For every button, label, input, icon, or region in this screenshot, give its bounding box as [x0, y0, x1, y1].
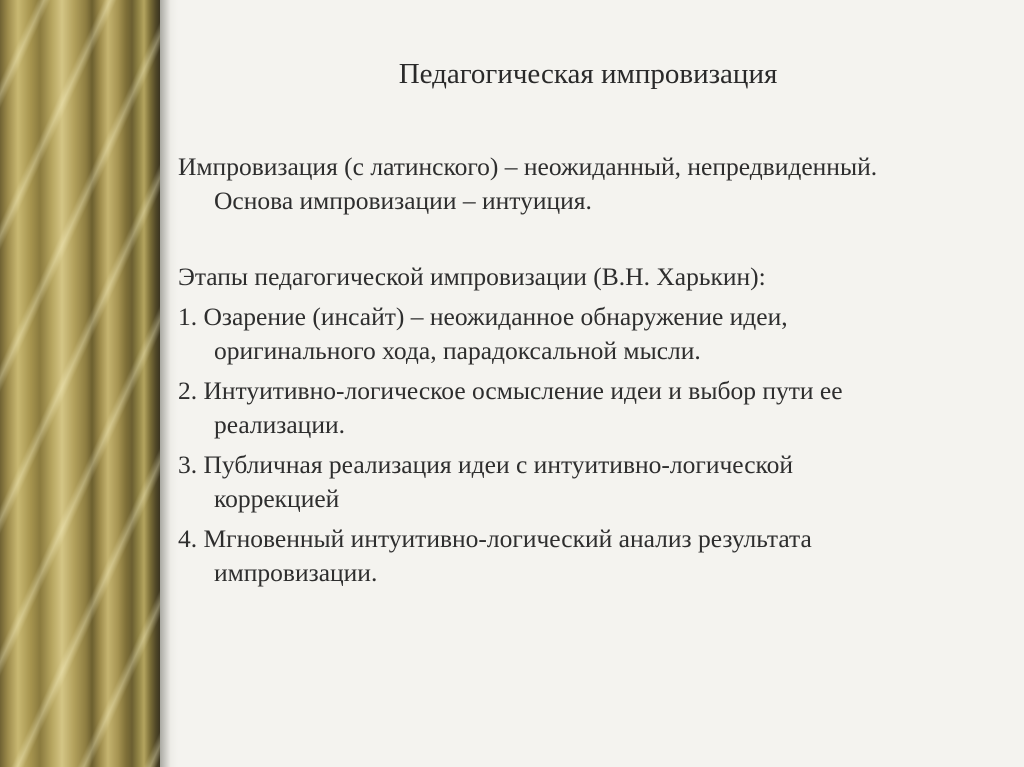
stage-item-1-line-2: оригинального хода, парадоксальной мысли. — [214, 336, 701, 365]
stage-item-3-line-2: коррекцией — [214, 484, 340, 513]
intro-paragraph — [178, 150, 988, 218]
stage-item-4-line-1: 4. Мгновенный интуитивно-логический анализ результата — [178, 524, 812, 553]
stage-item-2-line-1: 2. Интуитивно-логическое осмысление идеи и выбор пути ее — [178, 376, 843, 405]
border-shadow — [160, 0, 178, 767]
stage-item-2-line-2: реализации. — [214, 410, 345, 439]
decorative-gold-border — [0, 0, 160, 767]
stage-item-4-line-2: импровизации. — [214, 558, 378, 587]
stage-item-1 — [178, 300, 988, 368]
stages-heading: Этапы педагогической импровизации (В.Н. Харькин): — [178, 262, 766, 291]
stage-item-3 — [178, 448, 988, 516]
stage-item-4 — [178, 522, 988, 590]
intro-line-1: Импровизация (с латинского) – неожиданный, непредвиденный. — [178, 152, 878, 181]
intro-line-2: Основа импровизации – интуиция. — [214, 186, 592, 215]
stage-item-2 — [178, 374, 988, 442]
slide-body — [178, 150, 988, 596]
slide-title: Педагогическая импровизация — [398, 58, 778, 90]
slide-content — [178, 0, 998, 767]
stage-item-3-line-1: 3. Публичная реализация идеи с интуитивно-логической — [178, 450, 794, 479]
stage-item-1-line-1: 1. Озарение (инсайт) – неожиданное обнаружение идеи, — [178, 302, 788, 331]
